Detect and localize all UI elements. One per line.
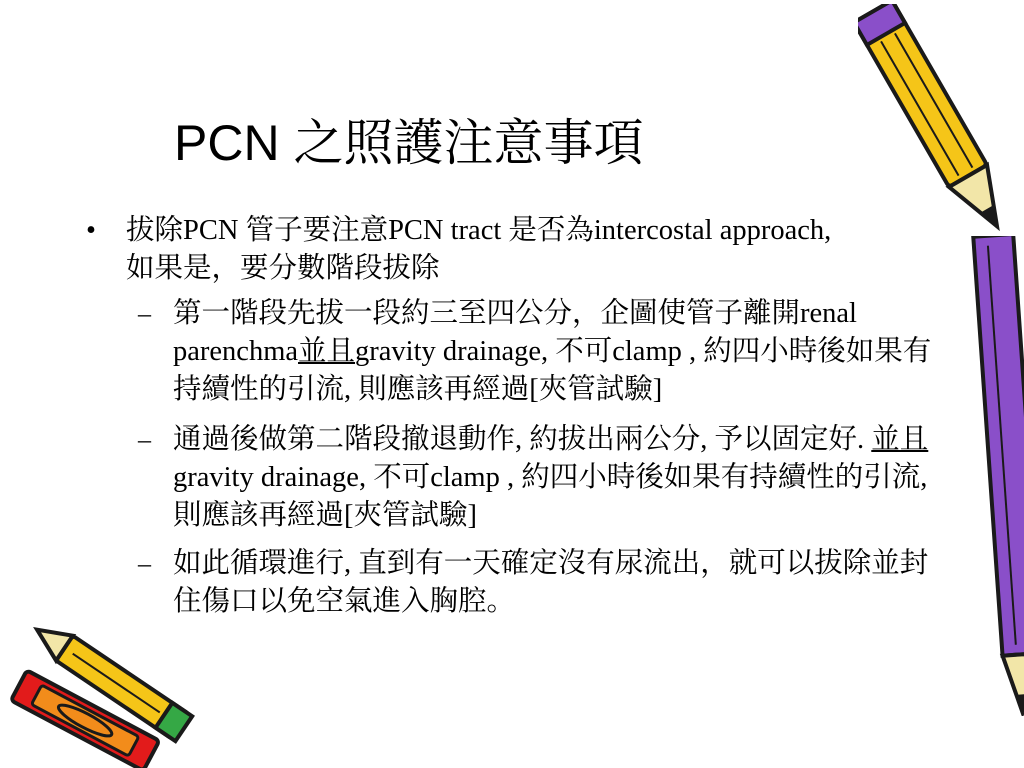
sub-bullet-item-2 [138, 421, 936, 535]
sub-bullet-text [138, 295, 933, 409]
underlined-text: 並且 [298, 336, 356, 367]
dash-marker: – [138, 299, 151, 328]
bullet-text-segment: 第一階段先拔一段約三至四公分，企圖使管子離開renal parenchma [173, 298, 857, 367]
sub-bullet-item-1 [138, 295, 936, 409]
sub-bullet-item-3 [138, 545, 936, 621]
underlined-text: 並且 [871, 424, 929, 455]
slide-title: PCN 之照護注意事項 [174, 115, 644, 171]
sub-bullet-text [138, 545, 933, 621]
bullet-text-segment: gravity drainage, 不可clamp , 約四小時後如果有持續性的引流, 則應該再經過[夾管試驗] [173, 462, 928, 531]
bullet-text-segment: 通過後做第二階段撤退動作, 約拔出兩公分, 予以固定好. [173, 424, 872, 455]
dash-marker: – [138, 425, 151, 454]
bullet-list [86, 212, 936, 621]
crayon-icon [0, 612, 210, 768]
bullet-text [86, 212, 846, 288]
sub-bullet-text [138, 421, 933, 535]
bullet-text-segment: gravity drainage, 不可clamp , 約四小時後如果有持續性的引流, 則應該再經過[夾管試驗] [173, 336, 932, 405]
bullet-marker: • [86, 215, 96, 246]
bullet-text-segment: 拔除PCN 管子要注意PCN tract 是否為intercostal approach, 如果是，要分數階段拔除 [126, 215, 832, 284]
pencil-icon [960, 236, 1024, 716]
bullet-item-1 [86, 212, 936, 288]
bullet-text-segment: 如此循環進行, 直到有一天確定沒有尿流出，就可以拔除並封住傷口以免空氣進入胸腔。 [173, 548, 929, 617]
dash-marker: – [138, 549, 151, 578]
pencil-icon [858, 4, 1018, 244]
